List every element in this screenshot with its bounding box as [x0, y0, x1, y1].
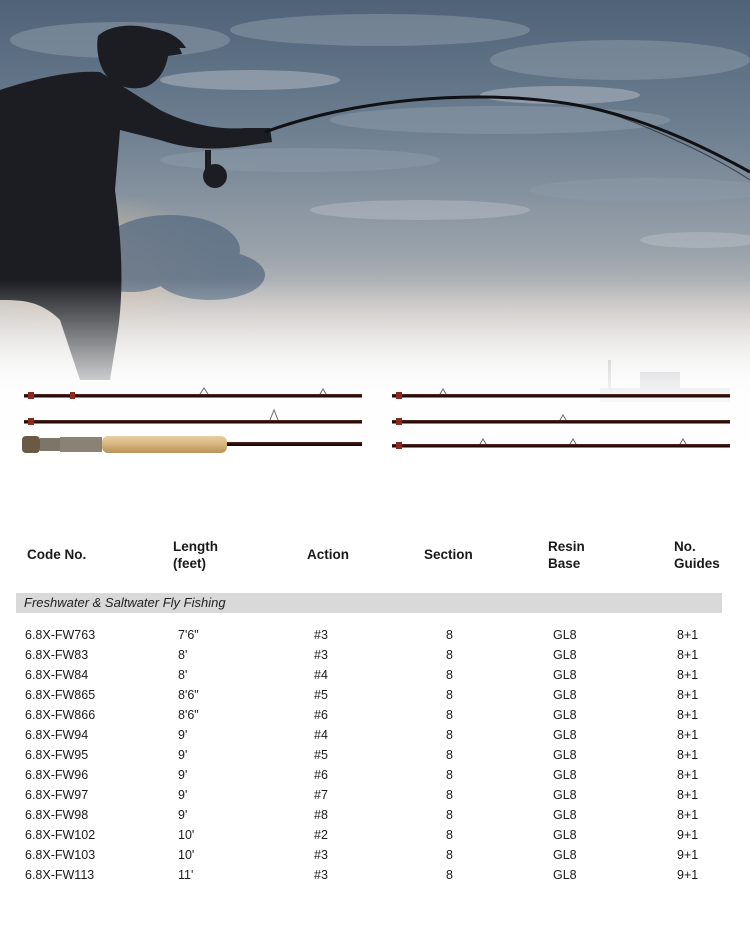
resin-cell: GL8 [553, 688, 577, 702]
resin-cell: GL8 [553, 728, 577, 742]
action-cell: #6 [314, 708, 328, 722]
resin-cell: GL8 [553, 748, 577, 762]
table-row [0, 685, 750, 705]
action-cell: #8 [314, 808, 328, 822]
table-row [0, 765, 750, 785]
action-cell: #3 [314, 628, 328, 642]
table-row [0, 805, 750, 825]
code-cell: 6.8X-FW113 [25, 868, 95, 882]
header-length [173, 538, 218, 572]
action-cell: #5 [314, 688, 328, 702]
section-cell: 8 [446, 668, 453, 682]
section-cell: 8 [446, 788, 453, 802]
guides-cell: 8+1 [677, 668, 699, 682]
table-row [0, 645, 750, 665]
header-length-line1: Length [173, 539, 218, 554]
header-guides [674, 538, 720, 572]
length-cell: 9' [178, 788, 188, 802]
code-cell: 6.8X-FW763 [25, 628, 96, 642]
guides-cell: 9+1 [677, 828, 699, 842]
resin-cell: GL8 [553, 848, 577, 862]
guides-cell: 8+1 [677, 808, 699, 822]
guides-cell: 9+1 [677, 848, 699, 862]
header-section: Section [424, 547, 473, 562]
code-cell: 6.8X-FW103 [25, 848, 96, 862]
code-cell: 6.8X-FW94 [25, 728, 89, 742]
table-row [0, 705, 750, 725]
header-length-line2: (feet) [173, 556, 206, 571]
length-cell: 8'6" [178, 708, 199, 722]
action-cell: #2 [314, 828, 328, 842]
length-cell: 9' [178, 808, 188, 822]
table-row [0, 725, 750, 745]
section-cell: 8 [446, 648, 453, 662]
section-cell: 8 [446, 628, 453, 642]
action-cell: #3 [314, 868, 328, 882]
resin-cell: GL8 [553, 648, 577, 662]
header-resin-line1: Resin [548, 539, 585, 554]
resin-cell: GL8 [553, 788, 577, 802]
action-cell: #4 [314, 668, 328, 682]
code-cell: 6.8X-FW97 [25, 788, 89, 802]
table-row [0, 745, 750, 765]
section-cell: 8 [446, 848, 453, 862]
table-row [0, 845, 750, 865]
action-cell: #3 [314, 648, 328, 662]
section-cell: 8 [446, 688, 453, 702]
header-resin-line2: Base [548, 556, 581, 571]
table-row [0, 825, 750, 845]
header-resin-base [548, 538, 585, 572]
code-cell: 6.8X-FW84 [25, 668, 89, 682]
table-row [0, 785, 750, 805]
code-cell: 6.8X-FW866 [25, 708, 96, 722]
header-code: Code No. [27, 547, 87, 562]
length-cell: 9' [178, 748, 188, 762]
header-action: Action [307, 547, 349, 562]
resin-cell: GL8 [553, 668, 577, 682]
action-cell: #5 [314, 748, 328, 762]
code-cell: 6.8X-FW98 [25, 808, 89, 822]
guides-cell: 8+1 [677, 748, 699, 762]
section-cell: 8 [446, 728, 453, 742]
length-cell: 9' [178, 728, 188, 742]
resin-cell: GL8 [553, 768, 577, 782]
length-cell: 8'6" [178, 688, 199, 702]
section-cell: 8 [446, 748, 453, 762]
header-guides-line1: No. [674, 539, 696, 554]
guides-cell: 8+1 [677, 628, 699, 642]
table-row [0, 625, 750, 645]
guides-cell: 8+1 [677, 768, 699, 782]
length-cell: 11' [178, 868, 194, 882]
guides-cell: 8+1 [677, 728, 699, 742]
code-cell: 6.8X-FW83 [25, 648, 89, 662]
action-cell: #6 [314, 768, 328, 782]
guides-cell: 8+1 [677, 708, 699, 722]
section-cell: 8 [446, 868, 453, 882]
code-cell: 6.8X-FW865 [25, 688, 96, 702]
guides-cell: 8+1 [677, 648, 699, 662]
length-cell: 10' [178, 828, 195, 842]
header-guides-line2: Guides [674, 556, 720, 571]
length-cell: 7'6" [178, 628, 199, 642]
action-cell: #7 [314, 788, 328, 802]
category-bar: Freshwater & Saltwater Fly Fishing [16, 593, 722, 613]
code-cell: 6.8X-FW95 [25, 748, 89, 762]
guides-cell: 8+1 [677, 688, 699, 702]
code-cell: 6.8X-FW96 [25, 768, 89, 782]
section-cell: 8 [446, 768, 453, 782]
guides-cell: 9+1 [677, 868, 699, 882]
action-cell: #3 [314, 848, 328, 862]
table-header [0, 538, 750, 588]
guides-cell: 8+1 [677, 788, 699, 802]
section-cell: 8 [446, 808, 453, 822]
table-body [0, 625, 750, 885]
length-cell: 8' [178, 668, 188, 682]
length-cell: 9' [178, 768, 188, 782]
code-cell: 6.8X-FW102 [25, 828, 96, 842]
spec-table [0, 508, 750, 926]
resin-cell: GL8 [553, 808, 577, 822]
resin-cell: GL8 [553, 628, 577, 642]
table-row [0, 665, 750, 685]
action-cell: #4 [314, 728, 328, 742]
section-cell: 8 [446, 828, 453, 842]
resin-cell: GL8 [553, 708, 577, 722]
resin-cell: GL8 [553, 868, 577, 882]
length-cell: 8' [178, 648, 188, 662]
section-cell: 8 [446, 708, 453, 722]
table-row [0, 865, 750, 885]
length-cell: 10' [178, 848, 195, 862]
resin-cell: GL8 [553, 828, 577, 842]
